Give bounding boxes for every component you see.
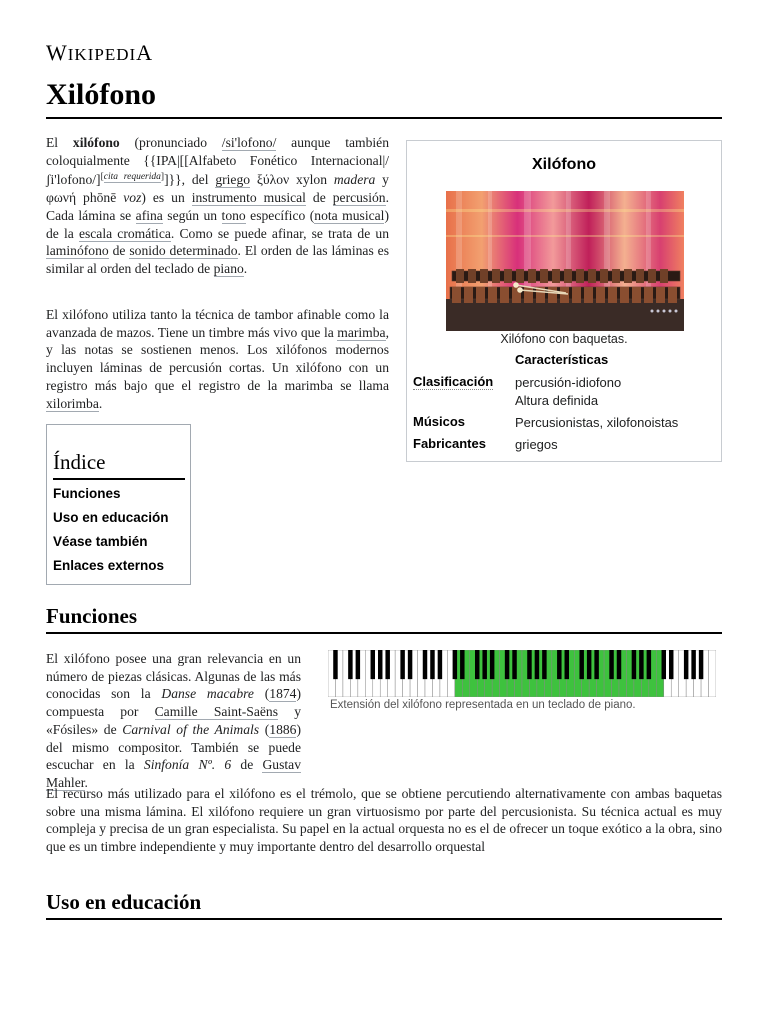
xylophone-photo-svg — [446, 191, 684, 331]
funciones-paragraph-2: El recurso más utilizado para el xilófono es el trémolo, que se obtiene percutiendo alternativamente con ambas baquetas sobre una misma lámina. El xilófono requiere un gran virtuosismo por parte del percusionista. Su técnica actual es muy compleja y precisa de un gran especialista. Su papel en la actual orquesta no es el de ofrecer un toque exótico a la obra, sino que es un timbre independiente y muy importante dentro del desarrollo orquestal — [46, 786, 722, 855]
link-gustav-mahler[interactable]: Gustav Mahler — [46, 757, 301, 790]
black-key — [565, 650, 569, 679]
text: de — [108, 243, 130, 259]
brand-middle: IKIPEDI — [67, 45, 137, 64]
black-key — [632, 650, 636, 679]
link-escala-cromatica[interactable]: escala cromática — [78, 225, 171, 241]
black-key — [475, 650, 479, 679]
toc-title: Índice — [53, 450, 106, 474]
keyboard-caption: Extensión del xilófono representada en un teclado de piano. — [330, 699, 636, 711]
italic-madera: madera — [333, 172, 376, 188]
infobox — [406, 140, 722, 462]
toc-item-uso-en-educacion[interactable]: Uso en educación — [53, 510, 169, 525]
black-key — [460, 650, 464, 679]
text: ) compuesta por — [46, 686, 301, 720]
infobox-label-clasificacion[interactable]: Clasificación — [413, 374, 494, 389]
text: específico ( — [245, 207, 315, 223]
section-divider-uso-en-educacion — [46, 918, 722, 920]
link-nota-musical[interactable]: nota musical — [314, 207, 385, 223]
funciones-paragraph-1-part-a — [46, 650, 301, 792]
black-key — [684, 650, 688, 679]
bold-term: xilófono — [72, 135, 120, 150]
text: de — [231, 757, 263, 773]
xylophone-photo[interactable] — [446, 191, 684, 331]
section-divider-funciones — [46, 632, 722, 634]
infobox-caption: Xilófono con baquetas. — [500, 332, 628, 346]
black-key — [333, 650, 337, 679]
black-key — [691, 650, 695, 679]
text: ) de la — [46, 207, 389, 241]
text: ( — [259, 721, 270, 737]
link-sonido-determinado[interactable]: sonido determinado — [129, 243, 238, 259]
black-key — [490, 650, 494, 679]
black-key — [378, 650, 382, 679]
link-griego[interactable]: griego — [215, 172, 251, 188]
link-percusion[interactable]: percusión — [332, 190, 386, 206]
infobox-value-fabricantes: griegos — [515, 437, 558, 452]
black-key — [587, 650, 591, 679]
infobox-section-header: Características — [515, 352, 609, 367]
link-xilorimba[interactable]: xilorimba — [46, 395, 99, 411]
link-afina[interactable]: afina — [135, 207, 163, 223]
link-ipa[interactable]: /si'lofono/ — [221, 135, 277, 150]
text: y φωνή phōnē — [46, 172, 389, 206]
page-title: Xilófono — [46, 78, 157, 111]
black-key — [662, 650, 666, 679]
toc-item-funciones[interactable]: Funciones — [53, 486, 121, 501]
black-key — [430, 650, 434, 679]
section-heading-uso-en-educacion: Uso en educación — [46, 890, 202, 914]
text: ) es un — [141, 190, 192, 206]
black-key — [505, 650, 509, 679]
intro-paragraph-2 — [46, 306, 389, 412]
link-saint-saens[interactable]: Camille Saint-Saëns — [154, 704, 279, 720]
text: (pronunciado — [119, 135, 222, 150]
link-instrumento-musical[interactable]: instrumento musical — [191, 190, 306, 206]
text: El xilófono utiliza tanto la técnica de tambor afinable como la avanzada de mazos. Tiene un timbre más vivo que la — [46, 307, 389, 340]
black-key — [609, 650, 613, 679]
black-key — [348, 650, 352, 679]
text: . — [98, 395, 103, 411]
text: . El orden de las láminas es similar al orden del teclado de — [46, 243, 389, 276]
italic-carnival: Carnival of the Animals — [122, 721, 260, 737]
link-tono[interactable]: tono — [221, 207, 246, 223]
black-key — [371, 650, 375, 679]
text: . — [84, 774, 88, 790]
black-key — [639, 650, 643, 679]
black-key — [535, 650, 539, 679]
text: según un — [162, 207, 222, 223]
intro-paragraph-1 — [46, 134, 389, 278]
text: El xilófono posee una gran relevancia en un número de piezas clásicas. Algunas de las más conocidas son la — [46, 651, 301, 702]
text: El — [46, 135, 73, 150]
link-piano[interactable]: piano — [213, 260, 244, 276]
italic-voz: voz — [123, 190, 142, 206]
text: . Como se puede afinar, se trata de un — [170, 225, 389, 241]
toc-item-vease-tambien[interactable]: Véase también — [53, 534, 148, 549]
black-key — [453, 650, 457, 679]
white-key — [709, 650, 716, 697]
black-key — [512, 650, 516, 679]
black-key — [669, 650, 673, 679]
section-heading-funciones: Funciones — [46, 604, 138, 628]
text: aunque también coloquialmente {{IPA|[[Alfabeto Fonético Internacional|/ʃi'lofono/] — [46, 135, 389, 188]
black-key — [542, 650, 546, 679]
link-marimba[interactable]: marimba — [337, 324, 386, 340]
citation-needed[interactable]: [cita requerida] — [100, 172, 165, 183]
black-key — [617, 650, 621, 679]
title-divider — [46, 117, 722, 119]
black-key — [594, 650, 598, 679]
wikipedia-wordmark[interactable] — [46, 40, 153, 66]
text: . Cada lámina se — [46, 190, 389, 223]
text: , y las notas se sostienen menos. Los xilófonos modernos incluyen láminas de percusión cortas. Un xilófono con un registro más bajo que el registro de la marimba se llama — [46, 324, 389, 393]
link-1886[interactable]: 1886 — [269, 721, 297, 737]
text: ξύλον xylon — [250, 172, 334, 188]
table-of-contents — [46, 424, 191, 585]
black-key — [527, 650, 531, 679]
black-key — [400, 650, 404, 679]
toc-divider — [53, 478, 185, 480]
black-key — [423, 650, 427, 679]
black-key — [482, 650, 486, 679]
black-key — [408, 650, 412, 679]
black-key — [647, 650, 651, 679]
infobox-title: Xilófono — [532, 156, 596, 173]
text: . — [243, 260, 248, 276]
italic-sinfonia: Sinfonía Nº. 6 — [143, 757, 232, 773]
black-key — [356, 650, 360, 679]
infobox-value-clasificacion-2: Altura definida — [515, 393, 599, 408]
text: ]}}, del — [164, 172, 216, 188]
text: y «Fósiles» de — [46, 704, 301, 737]
text: ) del mismo compositor. También se puede escuchar en la — [46, 721, 301, 773]
link-1874[interactable]: 1874 — [269, 686, 297, 702]
piano-keyboard-range-image[interactable] — [328, 650, 716, 697]
infobox-label-musicos: Músicos — [413, 414, 466, 429]
text: de — [305, 190, 333, 206]
brand-cap-w: W — [46, 40, 68, 65]
infobox-label-fabricantes: Fabricantes — [413, 436, 486, 451]
black-key — [699, 650, 703, 679]
infobox-value-clasificacion-1: percusión-idiofono — [515, 375, 622, 390]
black-key — [579, 650, 583, 679]
brand-cap-a: A — [136, 40, 154, 65]
infobox-value-musicos: Percusionistas, xilofonoistas — [515, 415, 679, 430]
link-laminofono[interactable]: laminófono — [46, 243, 109, 259]
black-key — [557, 650, 561, 679]
citation-needed-text[interactable]: cita requerida — [103, 172, 161, 183]
black-key — [438, 650, 442, 679]
italic-danse-macabre: Danse macabre — [161, 686, 254, 702]
text: ( — [253, 686, 270, 702]
black-key — [385, 650, 389, 679]
toc-item-enlaces-externos[interactable]: Enlaces externos — [53, 558, 165, 573]
